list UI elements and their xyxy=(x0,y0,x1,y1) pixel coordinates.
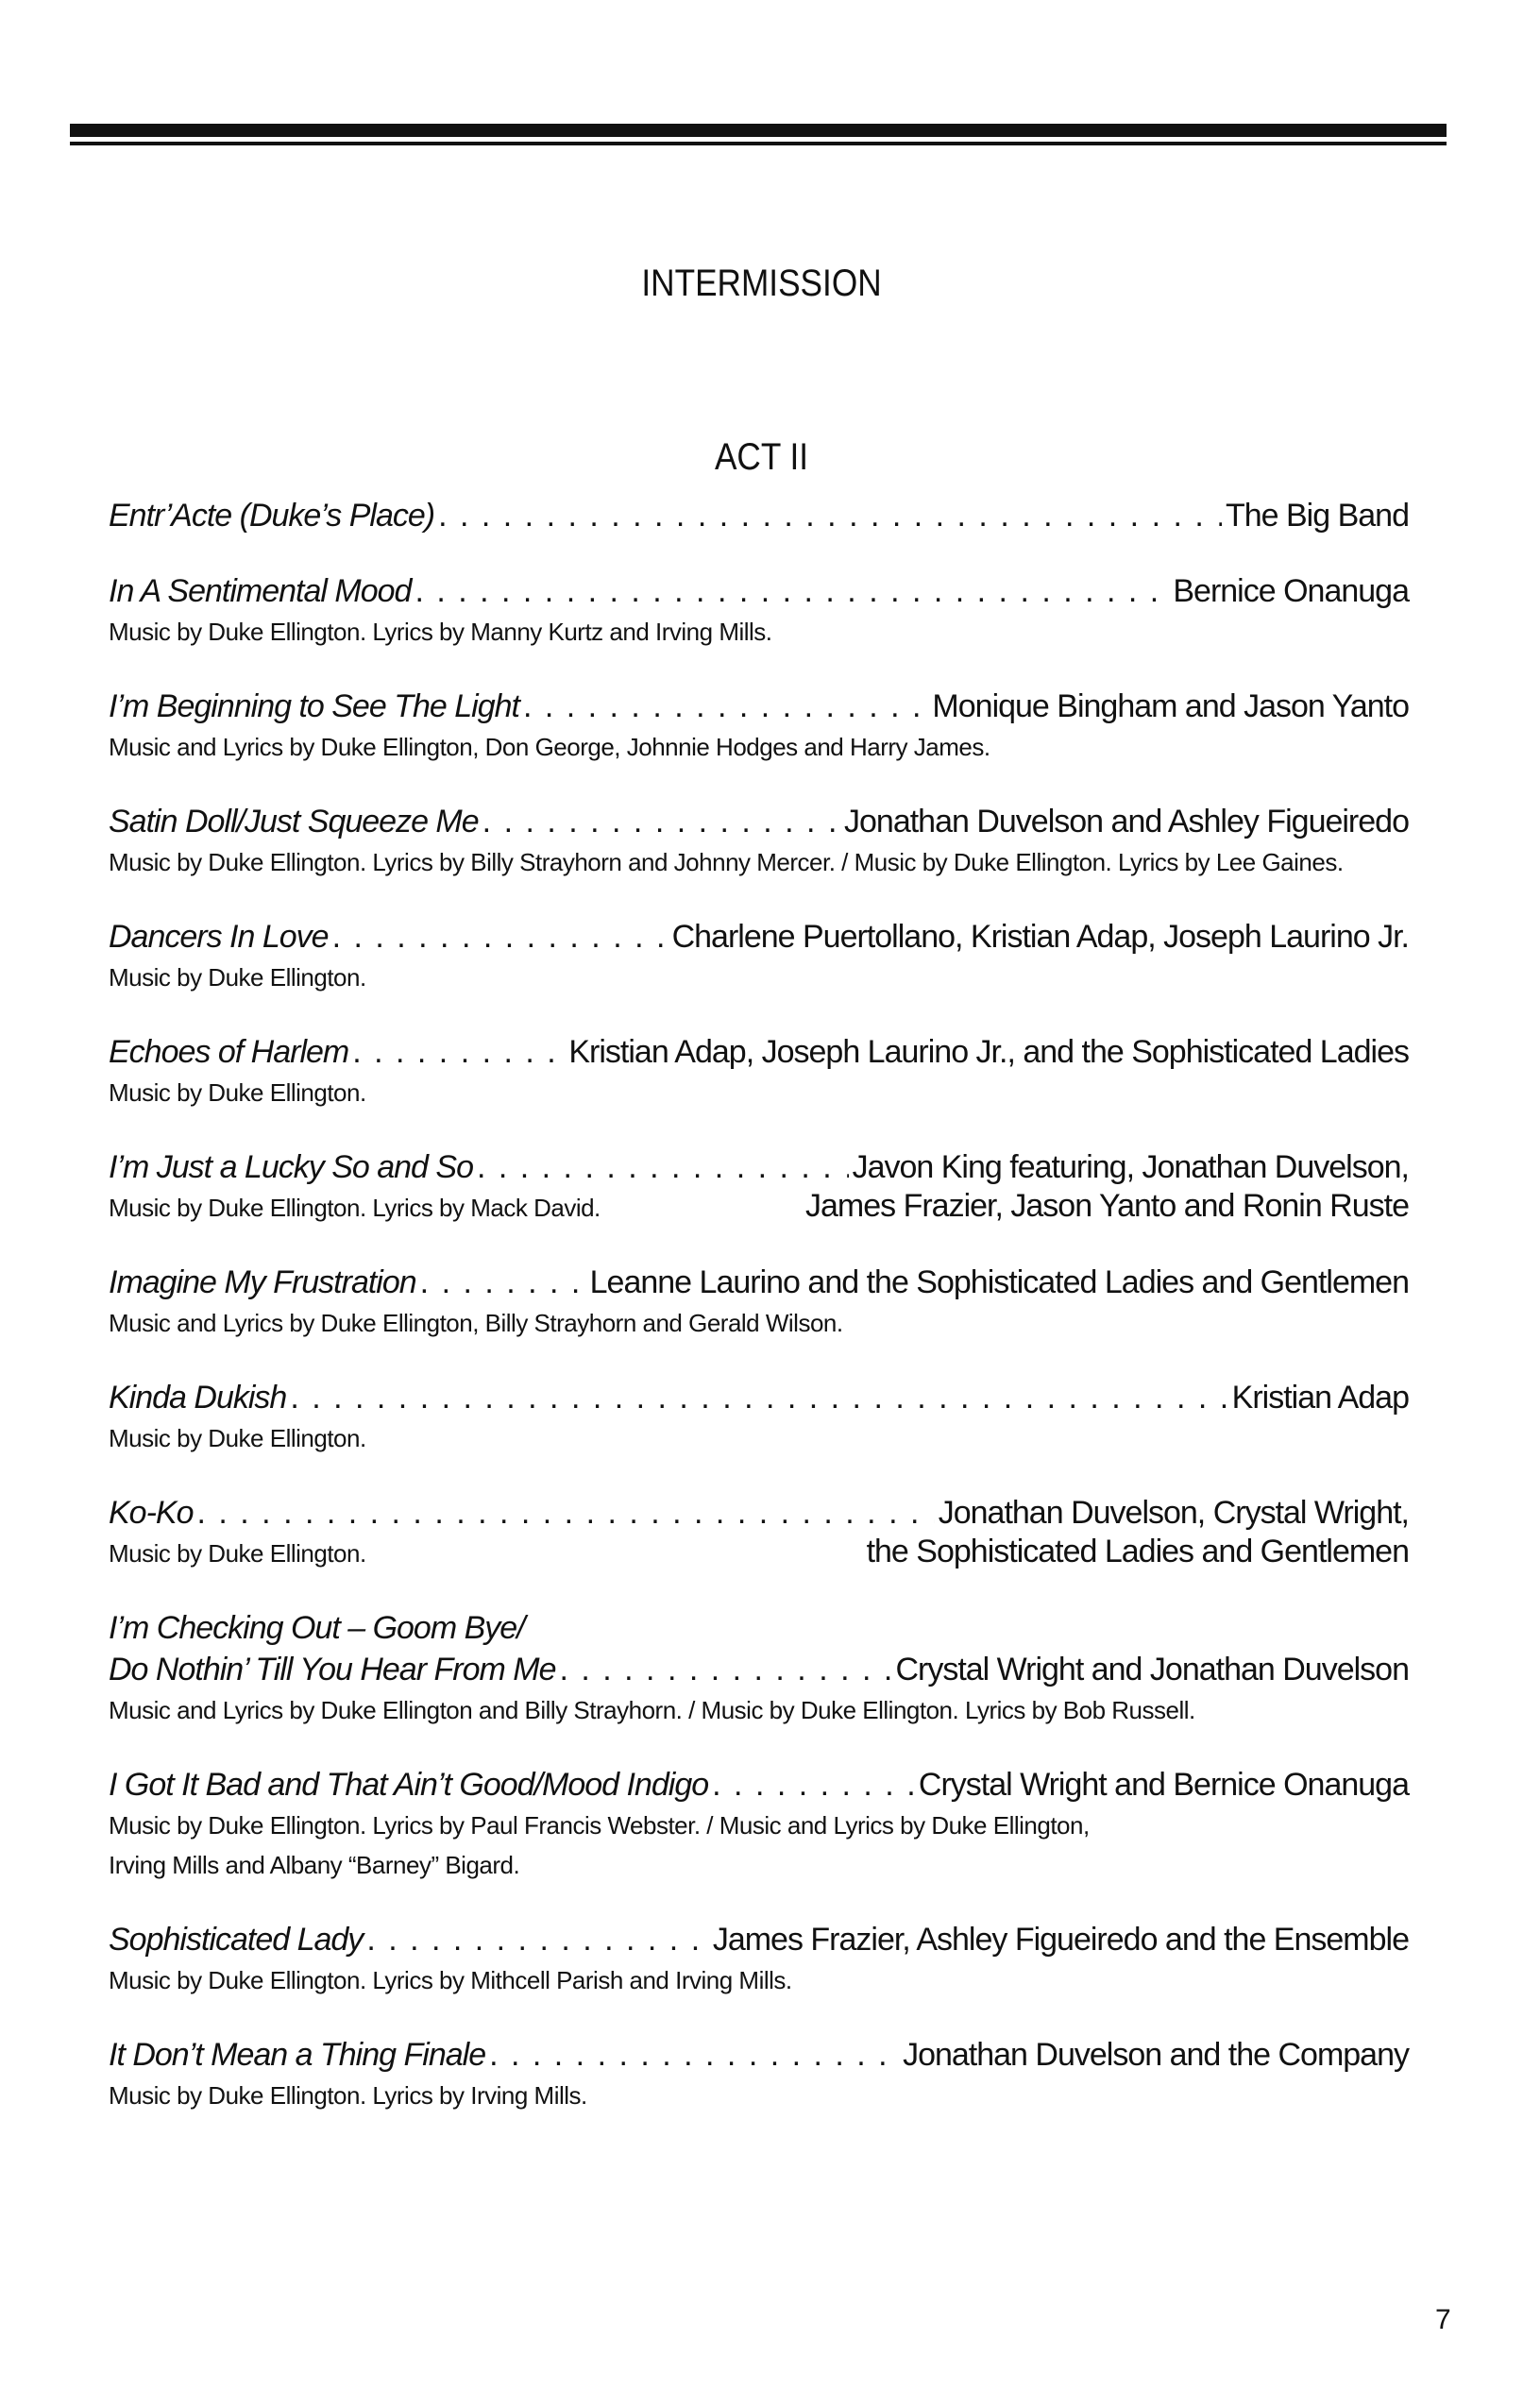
song-title: Dancers In Love xyxy=(109,919,329,955)
song-entry xyxy=(109,1262,1409,1343)
song-performers-continued: James Frazier, Jason Yanto and Ronin Ruste xyxy=(805,1188,1409,1224)
song-entry xyxy=(109,1031,1409,1112)
song-credit: Music and Lyrics by Duke Ellington and Billy Strayhorn. / Music by Duke Ellington. Lyrics by Bob Russell. xyxy=(109,1696,1195,1724)
song-credit: Music by Duke Ellington. Lyrics by Mack David. xyxy=(109,1194,601,1222)
song-entry xyxy=(109,1919,1409,2000)
page-number: 7 xyxy=(1435,2304,1451,2335)
song-title: I’m Beginning to See The Light xyxy=(109,688,519,724)
song-performers: Bernice Onanuga xyxy=(1173,573,1409,609)
song-title: I Got It Bad and That Ain’t Good/Mood Indigo xyxy=(109,1767,709,1803)
song-performers: Kristian Adap xyxy=(1231,1380,1409,1416)
song-title: Kinda Dukish xyxy=(109,1380,287,1416)
song-title: In A Sentimental Mood xyxy=(109,573,412,609)
song-credit: Music by Duke Ellington. xyxy=(109,1539,366,1568)
song-title-line1: I’m Checking Out – Goom Bye/ xyxy=(109,1610,525,1646)
song-performers: Jonathan Duvelson and the Company xyxy=(903,2037,1409,2073)
dot-leader xyxy=(290,1377,1227,1418)
dot-leader xyxy=(477,1146,849,1188)
dot-leader xyxy=(482,801,840,842)
song-credit: Music by Duke Ellington. xyxy=(109,1078,366,1107)
dot-leader xyxy=(712,1764,915,1806)
song-credit: Music by Duke Ellington. Lyrics by Paul Francis Webster. / Music and Lyrics by Duke Ellington, xyxy=(109,1811,1090,1840)
song-performers: Crystal Wright and Jonathan Duvelson xyxy=(895,1652,1409,1687)
dot-leader xyxy=(420,1262,586,1303)
song-entry xyxy=(109,570,1409,652)
dot-leader xyxy=(415,570,1169,612)
dot-leader xyxy=(523,686,928,727)
song-entry xyxy=(109,1146,1409,1228)
song-entry xyxy=(109,1492,1409,1573)
header-rule-thin xyxy=(70,142,1447,145)
song-credit: Music by Duke Ellington. xyxy=(109,963,366,992)
song-credit: Music and Lyrics by Duke Ellington, Don George, Johnnie Hodges and Harry James. xyxy=(109,733,990,761)
song-credit: Music by Duke Ellington. Lyrics by Irving Mills. xyxy=(109,2081,587,2110)
dot-leader xyxy=(559,1649,891,1690)
act-heading: ACT II xyxy=(714,436,809,478)
song-performers: Charlene Puertollano, Kristian Adap, Joseph Laurino Jr. xyxy=(671,919,1409,955)
song-entry xyxy=(109,2034,1409,2115)
song-title: Ko-Ko xyxy=(109,1495,194,1531)
song-entry xyxy=(109,916,1409,997)
song-performers: James Frazier, Ashley Figueiredo and the Ensemble xyxy=(712,1922,1409,1958)
song-entry xyxy=(109,801,1409,882)
song-credit: Music by Duke Ellington. Lyrics by Billy Strayhorn and Johnny Mercer. / Music by Duke Ellington. Lyrics by Lee Gaines. xyxy=(109,848,1344,876)
song-title: Satin Doll/Just Squeeze Me xyxy=(109,804,479,839)
dot-leader xyxy=(197,1492,935,1534)
song-title: Echoes of Harlem xyxy=(109,1034,349,1070)
song-performers-continued: the Sophisticated Ladies and Gentlemen xyxy=(866,1534,1409,1569)
song-performers: Jonathan Duvelson, Crystal Wright, xyxy=(938,1495,1409,1531)
song-entry xyxy=(109,1764,1409,1885)
song-performers: Javon King featuring, Jonathan Duvelson, xyxy=(852,1149,1409,1185)
song-list xyxy=(109,495,1409,2149)
dot-leader xyxy=(352,1031,565,1073)
song-title: Do Nothin’ Till You Hear From Me xyxy=(109,1652,556,1687)
song-credit-continued: Irving Mills and Albany “Barney” Bigard. xyxy=(109,1851,520,1879)
song-title: I’m Just a Lucky So and So xyxy=(109,1149,473,1185)
song-performers: Leanne Laurino and the Sophisticated Ladies and Gentlemen xyxy=(589,1264,1409,1300)
song-entry xyxy=(109,1607,1409,1730)
song-title: Sophisticated Lady xyxy=(109,1922,364,1958)
song-entry xyxy=(109,686,1409,767)
song-performers: Monique Bingham and Jason Yanto xyxy=(932,688,1409,724)
song-credit: Music by Duke Ellington. xyxy=(109,1424,366,1452)
song-performers: Jonathan Duvelson and Ashley Figueiredo xyxy=(844,804,1409,839)
intermission-heading: INTERMISSION xyxy=(641,263,882,304)
song-performers: The Big Band xyxy=(1225,498,1409,534)
dot-leader xyxy=(366,1919,709,1960)
song-title: Entr’Acte (Duke’s Place) xyxy=(109,498,435,534)
header-rule-thick xyxy=(70,124,1447,137)
dot-leader xyxy=(489,2034,899,2076)
song-title: It Don’t Mean a Thing Finale xyxy=(109,2037,486,2073)
song-title: Imagine My Frustration xyxy=(109,1264,416,1300)
song-credit: Music and Lyrics by Duke Ellington, Billy Strayhorn and Gerald Wilson. xyxy=(109,1309,843,1337)
song-credit: Music by Duke Ellington. Lyrics by Mithcell Parish and Irving Mills. xyxy=(109,1966,792,1994)
dot-leader xyxy=(438,495,1222,536)
song-performers: Kristian Adap, Joseph Laurino Jr., and the Sophisticated Ladies xyxy=(568,1034,1409,1070)
dot-leader xyxy=(332,916,668,958)
song-credit: Music by Duke Ellington. Lyrics by Manny Kurtz and Irving Mills. xyxy=(109,618,772,646)
song-entry xyxy=(109,495,1409,536)
song-entry xyxy=(109,1377,1409,1458)
song-performers: Crystal Wright and Bernice Onanuga xyxy=(918,1767,1409,1803)
